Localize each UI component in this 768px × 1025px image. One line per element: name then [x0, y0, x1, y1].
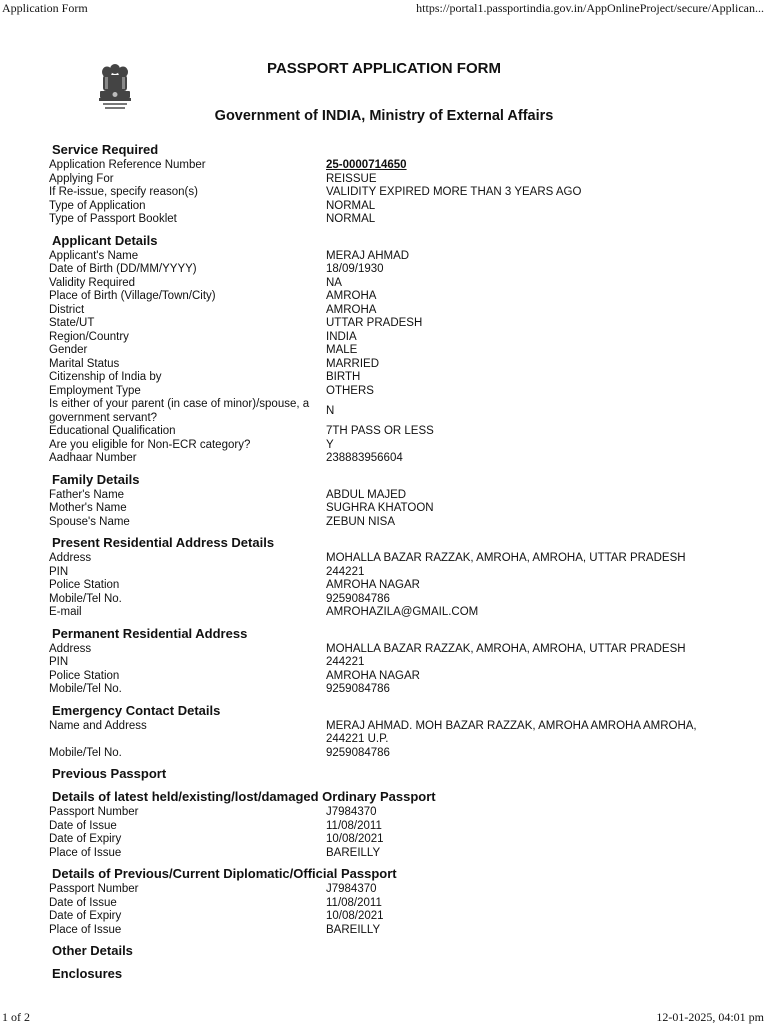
field-label: Date of Issue	[49, 819, 117, 832]
field-value: 7TH PASS OR LESS	[326, 425, 434, 437]
field-label: Place of Birth (Village/Town/City)	[49, 290, 216, 302]
form-row	[0, 670, 768, 684]
form-row	[0, 385, 768, 399]
form-row	[0, 552, 768, 566]
form-row	[0, 820, 768, 834]
section-heading: Emergency Contact Details	[52, 702, 221, 718]
field-value: 9259084786	[326, 592, 390, 605]
section-heading: Other Details	[52, 943, 133, 958]
field-value: MALE	[326, 344, 358, 356]
form-row	[0, 593, 768, 607]
field-value: VALIDITY EXPIRED MORE THAN 3 YEARS AGO	[326, 186, 582, 198]
form-row	[0, 847, 768, 861]
field-value: MOHALLA BAZAR RAZZAK, AMROHA, AMROHA, UTTAR PRADESH	[326, 552, 686, 564]
field-label: PIN	[49, 656, 69, 668]
field-value: OTHERS	[326, 384, 374, 397]
form-title: PASSPORT APPLICATION FORM	[267, 60, 501, 77]
field-value: AMROHAZILA@GMAIL.COM	[326, 606, 479, 618]
field-value: MERAJ AHMAD. MOH BAZAR RAZZAK, AMROHA AMROHA AMROHA, 244221 U.P.	[326, 719, 697, 745]
field-label: Police Station	[49, 669, 120, 682]
field-value: J7984370	[326, 883, 377, 895]
field-value: UTTAR PRADESH	[326, 317, 423, 329]
section-heading: Service Required	[52, 142, 159, 157]
field-label: Marital Status	[49, 357, 120, 370]
field-value: NORMAL	[326, 213, 376, 225]
field-label: Applying For	[49, 172, 114, 185]
form-row	[0, 747, 768, 761]
print-header-title: Application Form	[2, 1, 88, 15]
form-row	[0, 331, 768, 345]
field-label: Name and Address	[49, 719, 147, 732]
field-value: NA	[326, 276, 342, 289]
field-value: ZEBUN NISA	[326, 515, 396, 528]
form-row	[0, 398, 768, 425]
field-value: BAREILLY	[326, 846, 381, 859]
form-row	[0, 439, 768, 453]
form-row	[0, 924, 768, 938]
form-row	[0, 159, 768, 173]
print-header-url: https://portal1.passportindia.gov.in/AppOnlineProject/secure/Applican...	[416, 1, 764, 15]
form-row	[0, 566, 768, 580]
field-value: BAREILLY	[326, 923, 381, 936]
form-row	[0, 358, 768, 372]
field-label: Mother's Name	[49, 502, 127, 514]
form-row	[0, 606, 768, 620]
field-label: Educational Qualification	[49, 425, 176, 437]
field-label: Date of Expiry	[49, 910, 122, 922]
field-label: Applicant's Name	[49, 249, 139, 262]
section-heading: Details of Previous/Current Diplomatic/Official Passport	[52, 866, 397, 881]
field-label: Date of Issue	[49, 896, 117, 909]
field-value: AMROHA	[326, 290, 377, 302]
print-header	[0, 1, 768, 16]
field-value: 11/08/2011	[326, 896, 382, 909]
form-row	[0, 502, 768, 516]
application-form-body	[0, 140, 768, 983]
field-value: 238883956604	[326, 452, 403, 464]
field-value: 10/08/2021	[326, 910, 384, 922]
form-row	[0, 883, 768, 897]
form-row	[0, 489, 768, 503]
form-row	[0, 344, 768, 358]
field-label: Are you eligible for Non-ECR category?	[49, 438, 251, 451]
field-label: Place of Issue	[49, 846, 122, 859]
field-label: Region/Country	[49, 330, 129, 343]
form-row	[0, 806, 768, 820]
print-footer	[0, 1010, 768, 1025]
form-row	[0, 317, 768, 331]
field-label: Mobile/Tel No.	[49, 746, 122, 759]
field-value: 244221	[326, 565, 365, 578]
field-value: ABDUL MAJED	[326, 488, 407, 501]
field-label: Address	[49, 552, 92, 564]
form-row	[0, 833, 768, 847]
form-row	[0, 213, 768, 227]
field-value: INDIA	[326, 330, 357, 343]
field-value: AMROHA NAGAR	[326, 669, 420, 682]
form-row	[0, 579, 768, 593]
form-row	[0, 304, 768, 318]
field-value: 25-0000714650	[326, 159, 407, 171]
field-value: 9259084786	[326, 683, 390, 695]
field-value: 244221	[326, 656, 365, 668]
field-value: N	[326, 404, 335, 417]
field-label: Aadhaar Number	[49, 452, 137, 464]
form-row	[0, 452, 768, 466]
field-label: Passport Number	[49, 883, 139, 895]
form-row	[0, 720, 768, 747]
field-label: Passport Number	[49, 806, 139, 818]
field-label: State/UT	[49, 317, 95, 329]
form-row	[0, 263, 768, 277]
form-subtitle: Government of INDIA, Ministry of External Affairs	[214, 108, 554, 124]
form-row	[0, 186, 768, 200]
page-number: 1 of 2	[2, 1010, 30, 1024]
field-value: 9259084786	[326, 746, 390, 759]
field-label: Mobile/Tel No.	[49, 683, 122, 695]
section-heading: Family Details	[52, 471, 140, 487]
field-label: Type of Passport Booklet	[49, 213, 177, 225]
form-row	[0, 290, 768, 304]
print-datetime: 12-01-2025, 04:01 pm	[656, 1010, 764, 1024]
field-value: 18/09/1930	[326, 263, 384, 275]
field-label: If Re-issue, specify reason(s)	[49, 186, 198, 198]
field-label: Citizenship of India by	[49, 371, 162, 383]
field-label: Is either of your parent (in case of minor)/spouse, a government servant?	[49, 398, 310, 424]
field-label: Address	[49, 642, 92, 655]
field-value: NORMAL	[326, 199, 376, 212]
section-heading: Previous Passport	[52, 766, 167, 781]
form-row	[0, 425, 768, 439]
form-row	[0, 200, 768, 214]
field-value: AMROHA NAGAR	[326, 579, 420, 591]
field-value: AMROHA	[326, 303, 377, 316]
field-label: Place of Issue	[49, 923, 122, 936]
field-label: District	[49, 303, 85, 316]
field-value: 11/08/2011	[326, 819, 382, 832]
field-label: Mobile/Tel No.	[49, 592, 122, 605]
field-value: MOHALLA BAZAR RAZZAK, AMROHA, AMROHA, UTTAR PRADESH	[326, 642, 686, 655]
field-label: Validity Required	[49, 276, 136, 289]
form-row	[0, 656, 768, 670]
field-value: J7984370	[326, 806, 377, 818]
form-row	[0, 643, 768, 657]
section-heading: Present Residential Address Details	[52, 535, 275, 550]
field-label: Date of Birth (DD/MM/YYYY)	[49, 263, 197, 275]
field-label: Spouse's Name	[49, 515, 130, 528]
field-label: Date of Expiry	[49, 833, 122, 845]
section-heading: Details of latest held/existing/lost/damaged Ordinary Passport	[52, 789, 436, 804]
form-row	[0, 371, 768, 385]
field-label: Application Reference Number	[49, 159, 206, 171]
form-row	[0, 910, 768, 924]
field-value: REISSUE	[326, 172, 377, 185]
field-value: BIRTH	[326, 371, 361, 383]
form-row	[0, 683, 768, 697]
form-row	[0, 250, 768, 264]
field-value: Y	[326, 438, 334, 451]
section-heading: Enclosures	[52, 966, 123, 981]
field-label: Father's Name	[49, 488, 125, 501]
field-label: Employment Type	[49, 384, 141, 397]
form-row	[0, 897, 768, 911]
form-row	[0, 277, 768, 291]
field-value: 10/08/2021	[326, 833, 384, 845]
section-heading: Applicant Details	[52, 232, 158, 248]
field-value: SUGHRA KHATOON	[326, 502, 434, 514]
field-label: Gender	[49, 344, 88, 356]
field-label: Type of Application	[49, 199, 146, 212]
field-value: MERAJ AHMAD	[326, 249, 410, 262]
form-row	[0, 173, 768, 187]
form-row	[0, 516, 768, 530]
section-heading: Permanent Residential Address	[52, 625, 248, 641]
field-label: PIN	[49, 565, 69, 578]
field-label: E-mail	[49, 606, 82, 618]
field-label: Police Station	[49, 579, 120, 591]
field-value: MARRIED	[326, 357, 380, 370]
